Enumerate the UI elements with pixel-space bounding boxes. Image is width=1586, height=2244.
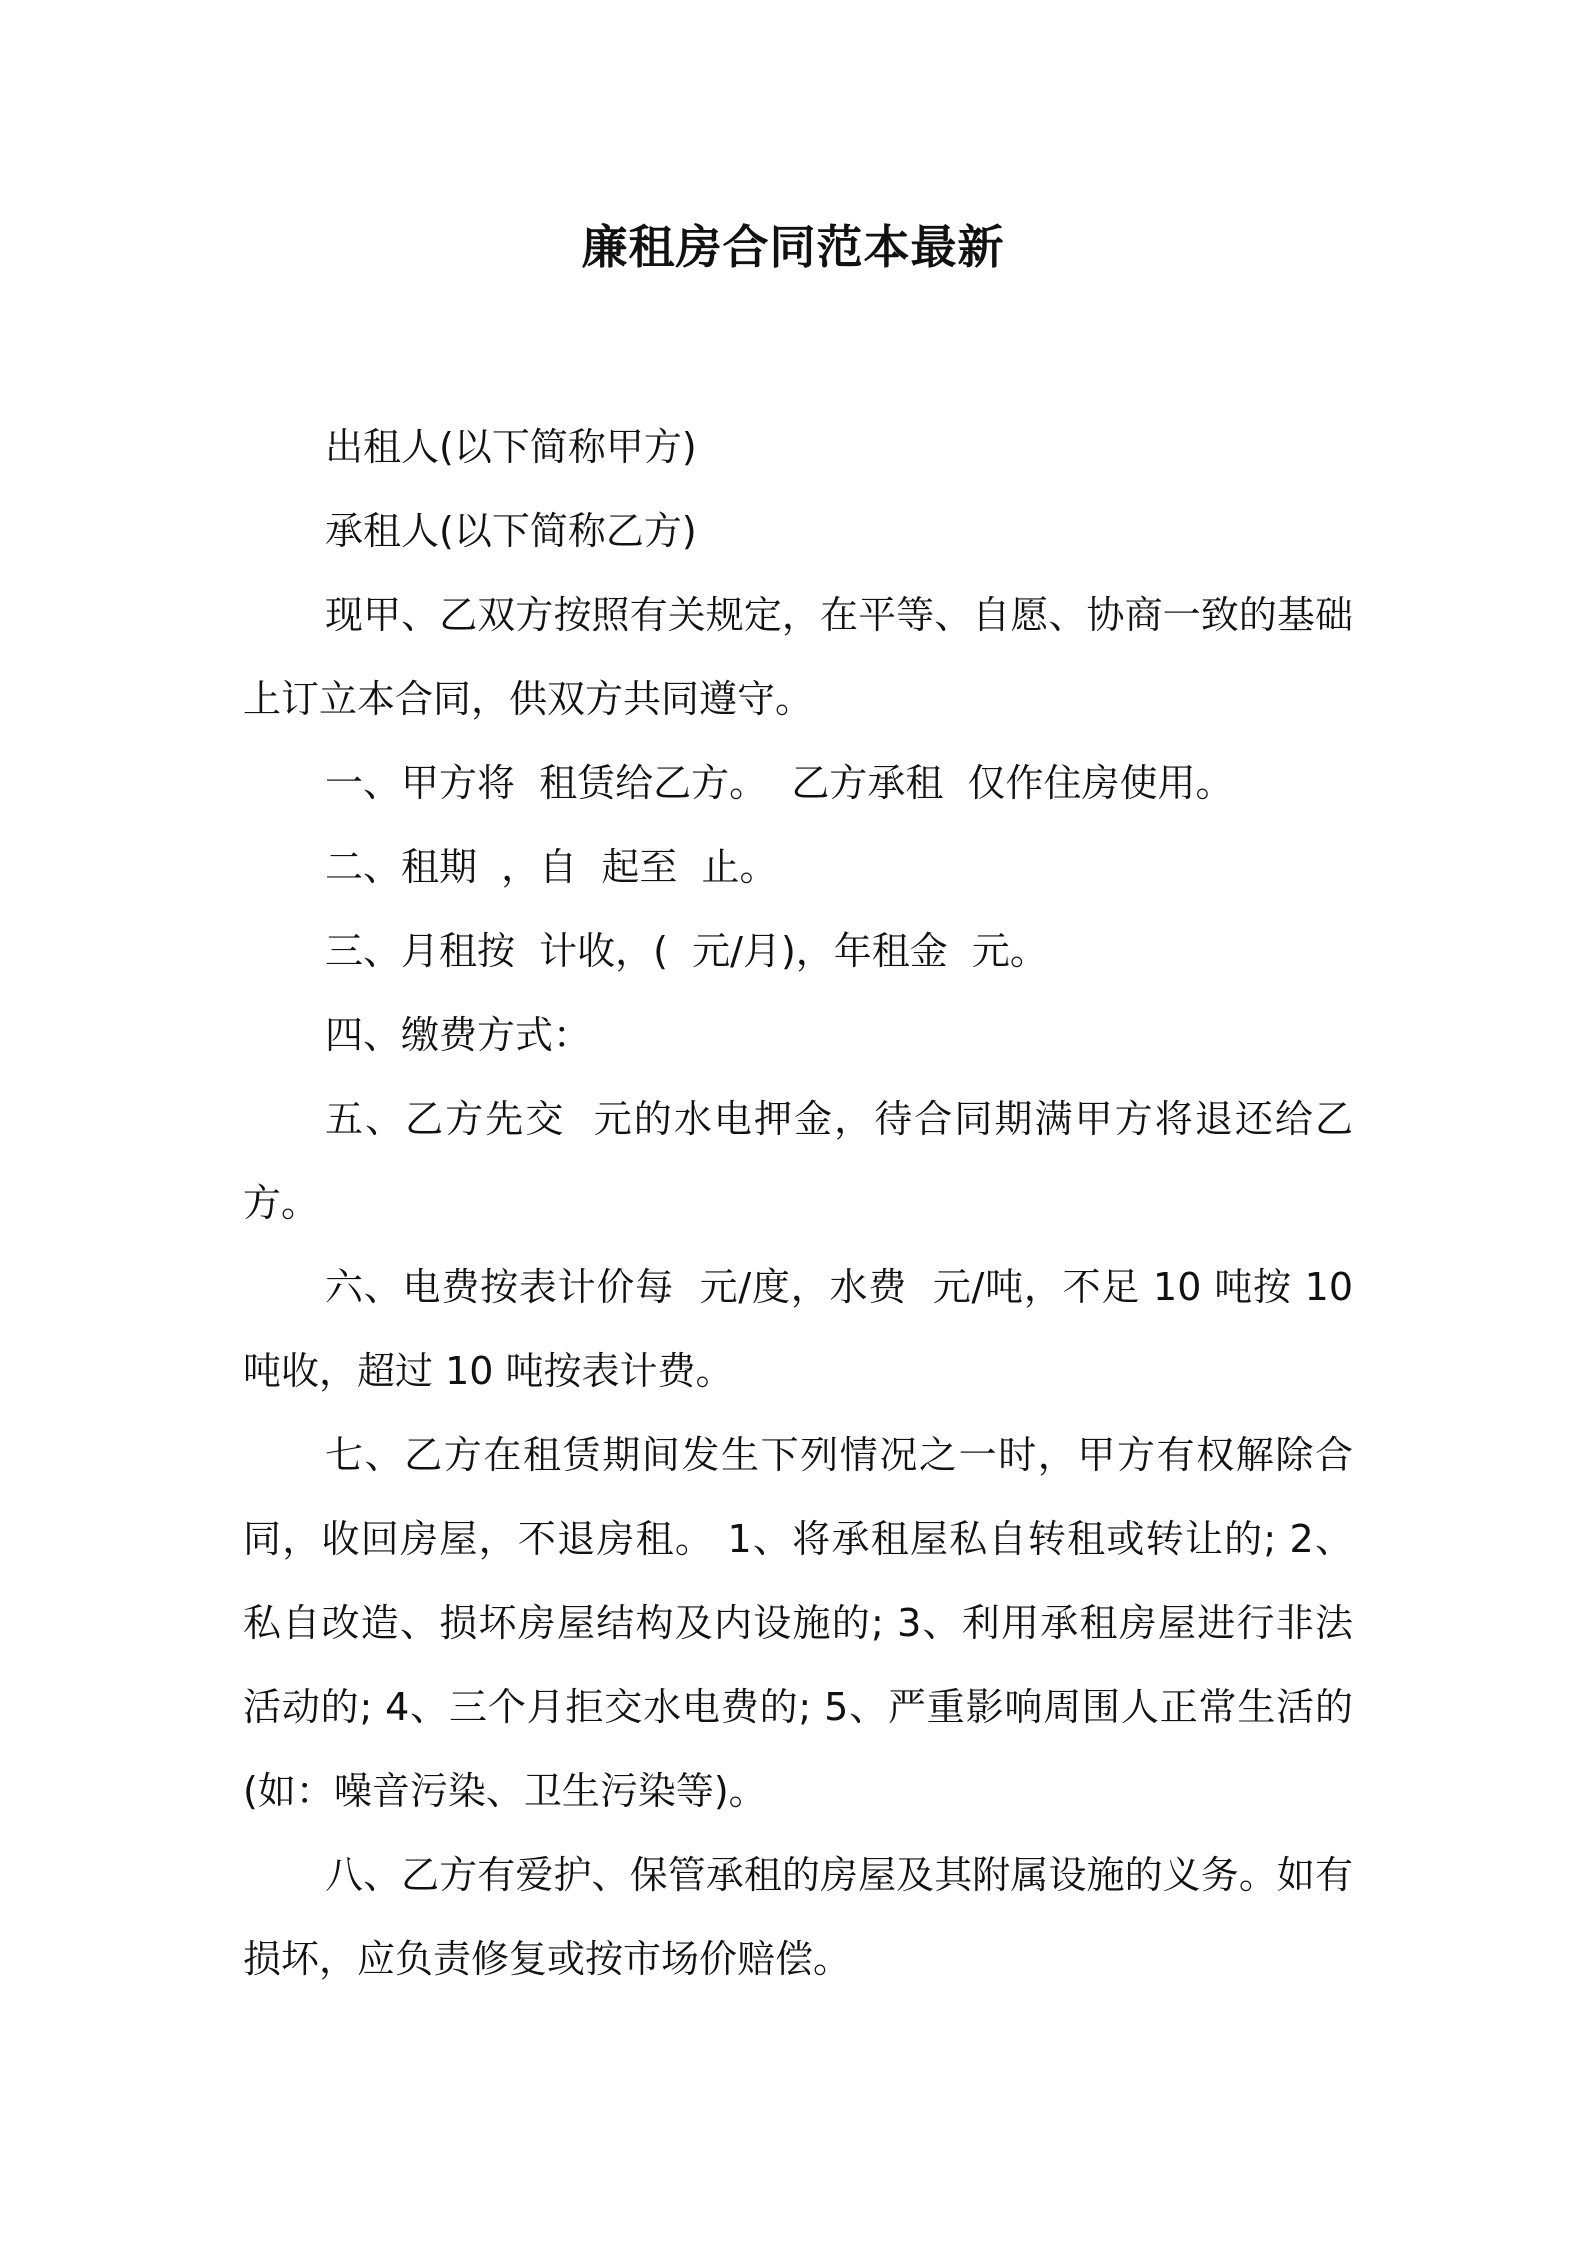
paragraph-clause-1: 一、甲方将 租赁给乙方。 乙方承租 仅作住房使用。	[325, 761, 1234, 805]
paragraph-clause-2: 二、租期 ，自 起至 止。	[325, 845, 778, 889]
paragraph-preamble: 现甲、乙双方按照有关规定，在平等、自愿、协商一致的基础上订立本合同，供双方共同遵守。	[243, 593, 1353, 721]
paragraph-clause-4: 四、缴费方式：	[325, 1013, 592, 1057]
paragraph-clause-7: 七、乙方在租赁期间发生下列情况之一时，甲方有权解除合同，收回房屋，不退房租。 1、将承租屋私自转租或转让的; 2、私自改造、损坏房屋结构及内设施的; 3、利用承租房屋进行非法活动的; 4、三个月拒交水电费的; 5、严重影响周围人正常生活的(如：噪音污染、卫生污染等)。	[243, 1433, 1353, 1813]
paragraph-lessee: 承租人(以下简称乙方)	[325, 509, 697, 553]
paragraph-clause-6: 六、电费按表计价每 元/度，水费 元/吨，不足 10 吨按 10 吨收，超过 10 吨按表计费。	[243, 1265, 1366, 1393]
document-body	[243, 405, 1366, 2001]
document-title: 廉租房合同范本最新	[581, 220, 1005, 274]
paragraph-clause-5: 五、乙方先交 元的水电押金，待合同期满甲方将退还给乙方。	[243, 1097, 1353, 1225]
paragraph-lessor: 出租人(以下简称甲方)	[325, 425, 697, 469]
paragraph-clause-8: 八、乙方有爱护、保管承租的房屋及其附属设施的义务。如有损坏，应负责修复或按市场价赔偿。	[243, 1853, 1353, 1981]
paragraph-clause-3: 三、月租按 计收，( 元/月)，年租金 元。	[325, 929, 1048, 973]
